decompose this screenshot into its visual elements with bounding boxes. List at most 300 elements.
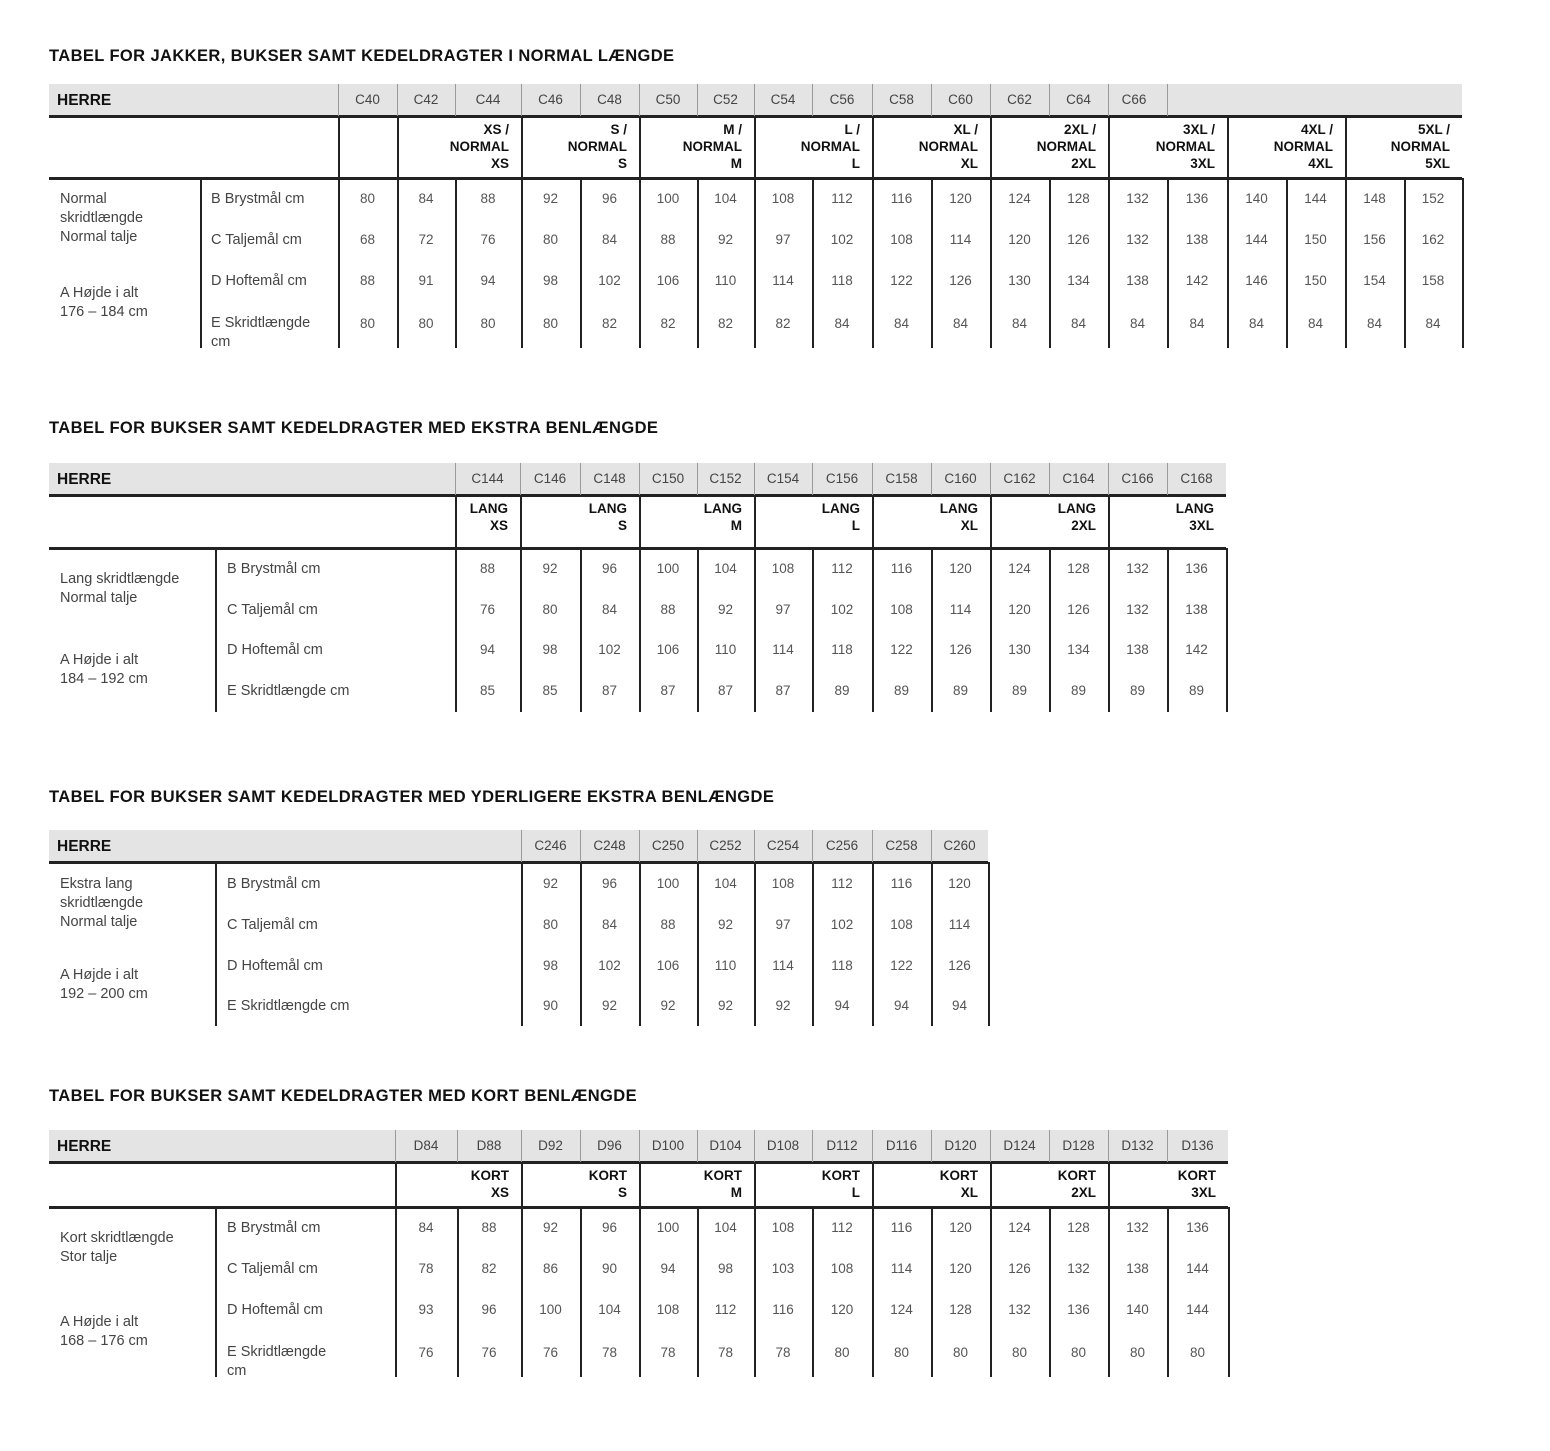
size-code: C158 (885, 471, 918, 486)
measure-value: 80 (418, 316, 434, 331)
measure-value: 108 (771, 561, 795, 576)
measure-value: 108 (771, 1220, 795, 1235)
measure-value: 146 (1245, 273, 1268, 288)
measure-value: 132 (1067, 1261, 1090, 1276)
measure-value: 84 (418, 191, 434, 206)
measure-value: 116 (890, 876, 913, 891)
measure-value: 90 (542, 998, 559, 1013)
measure-value: 97 (775, 232, 791, 247)
size-code: C248 (593, 838, 626, 853)
measure-value: 88 (480, 191, 496, 206)
size-code: C150 (651, 471, 685, 486)
measure-label: C Taljemål cm (211, 232, 302, 248)
measure-value: 80 (480, 316, 496, 331)
size-code: C42 (413, 92, 439, 107)
measure-value: 82 (481, 1261, 497, 1276)
size-code: C146 (533, 471, 567, 486)
measure-value: 108 (830, 1261, 854, 1276)
size-code: C144 (471, 471, 504, 486)
measure-value: 120 (949, 191, 972, 206)
size-code: C52 (713, 92, 738, 107)
measure-value: 85 (542, 683, 558, 698)
measure-value: 112 (831, 876, 853, 891)
measure-value: 84 (952, 316, 969, 331)
measure-value: 114 (949, 232, 972, 247)
measure-value: 110 (714, 642, 737, 657)
size-code: D104 (709, 1138, 742, 1153)
measure-value: 112 (831, 191, 853, 206)
measure-value: 114 (772, 642, 794, 657)
size-divider (455, 495, 457, 548)
size-label: LANG 3XL (1175, 501, 1214, 533)
measure-value: 76 (479, 602, 496, 617)
measure-label: D Hoftemål cm (227, 958, 323, 974)
measure-value: 94 (480, 273, 496, 288)
size-divider (639, 1162, 641, 1207)
measure-value: 84 (601, 917, 618, 932)
measure-value: 84 (1011, 316, 1028, 331)
size-code: C164 (1062, 471, 1095, 486)
measure-value: 92 (717, 602, 734, 617)
measure-label: C Taljemål cm (227, 1261, 318, 1277)
size-label: L / NORMAL L (800, 122, 860, 171)
measure-value: 150 (1304, 273, 1327, 288)
size-divider (520, 495, 522, 548)
measure-value: 126 (1008, 1261, 1031, 1276)
measure-value: 102 (598, 273, 621, 288)
measure-value: 89 (893, 683, 910, 698)
size-code: C256 (825, 838, 859, 853)
measure-value: 132 (1126, 602, 1149, 617)
measure-value: 104 (714, 561, 737, 576)
size-code: C258 (885, 838, 918, 853)
measure-value: 97 (775, 602, 791, 617)
group-label: Lang skridtlængde Normal talje (60, 571, 180, 606)
measure-value: 142 (1185, 273, 1209, 288)
measure-value: 126 (1067, 602, 1090, 617)
measure-value: 120 (948, 876, 971, 891)
size-code: C50 (655, 92, 681, 107)
size-divider (990, 116, 992, 178)
measure-value: 96 (601, 561, 618, 576)
measure-value: 94 (660, 1261, 676, 1276)
measure-value: 80 (542, 316, 559, 331)
measure-value: 162 (1421, 232, 1445, 247)
measure-value: 118 (831, 273, 853, 288)
measure-value: 138 (1126, 1261, 1149, 1276)
size-divider (521, 1162, 523, 1207)
size-code: D136 (1181, 1138, 1214, 1153)
measure-value: 89 (834, 683, 850, 698)
measure-value: 120 (949, 1261, 972, 1276)
size-divider (639, 495, 641, 548)
size-code: C44 (475, 92, 501, 107)
measure-value: 136 (1186, 1220, 1209, 1235)
measure-value: 138 (1126, 642, 1149, 657)
herre-label: HERRE (57, 471, 112, 488)
size-divider (990, 1162, 992, 1207)
size-code: C64 (1066, 92, 1091, 107)
measure-value: 124 (1008, 191, 1031, 206)
measure-value: 89 (1011, 683, 1028, 698)
measure-label: E Skridtlængde cm (227, 683, 350, 699)
size-divider (338, 116, 340, 178)
measure-value: 144 (1245, 232, 1268, 247)
measure-value: 92 (542, 561, 558, 576)
size-divider (1227, 116, 1229, 178)
measure-value: 94 (951, 998, 968, 1013)
measure-label: C Taljemål cm (227, 602, 318, 618)
measure-value: 144 (1186, 1261, 1209, 1276)
measure-value: 80 (893, 1345, 910, 1360)
table-title: TABEL FOR BUKSER SAMT KEDELDRAGTER MED YDERLIGERE EKSTRA BENLÆNGDE (49, 788, 775, 806)
measure-value: 98 (717, 1261, 734, 1276)
measure-value: 89 (1129, 683, 1146, 698)
measure-value: 108 (890, 602, 913, 617)
measure-value: 76 (480, 232, 496, 247)
measure-value: 114 (772, 273, 794, 288)
herre-label: HERRE (57, 838, 112, 855)
measure-value: 80 (359, 191, 376, 206)
size-code: C40 (355, 92, 380, 107)
measure-value: 84 (1189, 316, 1205, 331)
measure-value: 104 (714, 876, 737, 891)
measure-value: 104 (714, 191, 737, 206)
measure-value: 122 (890, 642, 913, 657)
measure-value: 96 (481, 1302, 497, 1317)
measure-value: 116 (890, 1220, 913, 1235)
group-label: Kort skridtlængde Stor talje (60, 1230, 174, 1265)
size-code: C160 (944, 471, 977, 486)
herre-label: HERRE (57, 1138, 112, 1155)
measure-label: E Skridtlængde cm (227, 998, 350, 1014)
measure-value: 106 (656, 958, 680, 973)
measure-value: 92 (717, 917, 734, 932)
size-code: C154 (766, 471, 800, 486)
measure-value: 98 (542, 958, 559, 973)
measure-value: 84 (834, 316, 850, 331)
measure-value: 150 (1304, 232, 1327, 247)
size-divider (1108, 1162, 1110, 1207)
size-divider (872, 495, 874, 548)
measure-value: 87 (601, 683, 618, 698)
measure-value: 138 (1185, 232, 1209, 247)
measure-value: 78 (717, 1345, 734, 1360)
measure-value: 136 (1185, 191, 1209, 206)
measure-value: 96 (601, 876, 618, 891)
measure-value: 132 (1126, 191, 1149, 206)
size-divider (754, 116, 756, 178)
measure-value: 116 (772, 1302, 794, 1317)
measure-value: 80 (542, 232, 559, 247)
size-code: D100 (651, 1138, 685, 1153)
size-code: C254 (766, 838, 800, 853)
measure-value: 126 (949, 642, 972, 657)
size-divider (397, 116, 399, 178)
size-divider (1108, 116, 1110, 178)
column-divider (988, 862, 990, 1026)
size-code: C62 (1007, 92, 1032, 107)
size-code: D92 (538, 1138, 563, 1153)
size-label: LANG XS (469, 501, 508, 533)
size-divider (754, 495, 756, 548)
measure-value: 136 (1185, 561, 1208, 576)
measure-value: 88 (660, 602, 676, 617)
measure-value: 98 (542, 273, 559, 288)
measure-value: 100 (539, 1302, 562, 1317)
measure-value: 88 (660, 917, 676, 932)
height-label: A Højde i alt 176 – 184 cm (60, 285, 148, 320)
size-code: C166 (1121, 471, 1154, 486)
measure-value: 126 (948, 958, 971, 973)
measure-value: 124 (1008, 561, 1031, 576)
measure-value: 120 (830, 1302, 854, 1317)
measure-value: 94 (479, 642, 496, 657)
measure-label: D Hoftemål cm (227, 1302, 323, 1318)
measure-value: 158 (1421, 273, 1445, 288)
size-code: D96 (597, 1138, 622, 1153)
measure-value: 124 (1008, 1220, 1031, 1235)
table-title: TABEL FOR BUKSER SAMT KEDELDRAGTER MED KORT BENLÆNGDE (49, 1087, 638, 1105)
header-rule (49, 115, 1462, 118)
measure-value: 104 (598, 1302, 621, 1317)
size-label: KORT XS (470, 1168, 509, 1200)
size-code: C46 (538, 92, 563, 107)
measure-label: E Skridtlængde cm (227, 1344, 327, 1379)
size-label: KORT XL (939, 1168, 978, 1200)
measure-label: B Brystmål cm (227, 876, 321, 892)
measure-value: 97 (775, 917, 791, 932)
measure-value: 82 (775, 316, 791, 331)
size-divider (521, 116, 523, 178)
measure-value: 132 (1126, 561, 1149, 576)
size-label: LANG L (821, 501, 860, 533)
measure-value: 98 (542, 642, 558, 657)
measure-value: 132 (1126, 1220, 1149, 1235)
measure-value: 84 (1129, 316, 1146, 331)
measure-value: 116 (890, 191, 913, 206)
measure-value: 108 (890, 917, 913, 932)
measure-value: 124 (890, 1302, 913, 1317)
height-label: A Højde i alt 184 – 192 cm (60, 652, 148, 687)
column-divider (1462, 178, 1464, 348)
size-code: C246 (534, 838, 567, 853)
measure-value: 92 (717, 998, 734, 1013)
measure-value: 92 (601, 998, 618, 1013)
measure-value: 80 (1011, 1345, 1028, 1360)
measure-value: 138 (1126, 273, 1149, 288)
size-label: 2XL / NORMAL 2XL (1036, 122, 1096, 171)
label-divider (215, 862, 217, 1026)
measure-value: 90 (601, 1261, 618, 1276)
measure-value: 78 (775, 1345, 791, 1360)
measure-value: 88 (359, 273, 376, 288)
size-code: D116 (885, 1138, 918, 1153)
measure-value: 84 (1366, 316, 1383, 331)
size-divider (639, 116, 641, 178)
size-label: LANG M (703, 501, 742, 533)
size-label: 5XL / NORMAL 5XL (1390, 122, 1450, 171)
size-label: KORT S (588, 1168, 627, 1200)
size-divider (395, 1162, 397, 1207)
height-label: A Højde i alt 192 – 200 cm (60, 967, 148, 1002)
measure-value: 92 (542, 1220, 559, 1235)
measure-value: 120 (949, 1220, 972, 1235)
size-code: D132 (1121, 1138, 1154, 1153)
measure-value: 80 (542, 602, 558, 617)
size-label: KORT L (821, 1168, 860, 1200)
measure-value: 110 (714, 958, 737, 973)
measure-value: 84 (1248, 316, 1265, 331)
measure-value: 128 (1067, 191, 1090, 206)
column-divider (1226, 548, 1228, 712)
measure-value: 84 (601, 232, 618, 247)
group-label: Normal skridtlængde Normal talje (60, 191, 144, 245)
measure-value: 118 (831, 642, 853, 657)
table-title: TABEL FOR JAKKER, BUKSER SAMT KEDELDRAGTER I NORMAL LÆNGDE (49, 47, 675, 65)
measure-value: 100 (656, 876, 680, 891)
measure-value: 106 (656, 642, 680, 657)
measure-value: 93 (418, 1302, 434, 1317)
size-code: D128 (1062, 1138, 1095, 1153)
measure-value: 104 (714, 1220, 737, 1235)
measure-value: 148 (1363, 191, 1386, 206)
measure-value: 102 (830, 917, 854, 932)
measure-value: 122 (890, 958, 913, 973)
measure-value: 144 (1304, 191, 1327, 206)
size-divider (872, 116, 874, 178)
measure-value: 80 (1070, 1345, 1087, 1360)
size-code: D108 (766, 1138, 800, 1153)
measure-value: 120 (1008, 602, 1031, 617)
label-divider (200, 178, 202, 348)
measure-value: 118 (831, 958, 853, 973)
measure-value: 80 (1189, 1345, 1206, 1360)
table-title: TABEL FOR BUKSER SAMT KEDELDRAGTER MED EKSTRA BENLÆNGDE (49, 419, 659, 437)
measure-value: 78 (660, 1345, 676, 1360)
measure-value: 144 (1186, 1302, 1209, 1317)
measure-value: 108 (771, 876, 795, 891)
measure-value: 108 (890, 232, 913, 247)
size-label: KORT 3XL (1177, 1168, 1216, 1200)
measure-value: 100 (656, 1220, 680, 1235)
size-divider (1108, 495, 1110, 548)
size-code: C54 (770, 92, 796, 107)
measure-value: 100 (656, 561, 680, 576)
measure-value: 128 (949, 1302, 972, 1317)
measure-value: 87 (775, 683, 791, 698)
measure-value: 126 (1067, 232, 1090, 247)
measure-label: D Hoftemål cm (211, 273, 307, 289)
measure-value: 91 (418, 273, 434, 288)
measure-value: 82 (717, 316, 734, 331)
measure-value: 88 (660, 232, 676, 247)
size-label: S / NORMAL S (567, 122, 627, 171)
measure-value: 80 (359, 316, 376, 331)
measure-label: D Hoftemål cm (227, 642, 323, 658)
measure-value: 72 (418, 232, 434, 247)
size-code: C58 (889, 92, 914, 107)
size-label: 3XL / NORMAL 3XL (1155, 122, 1215, 171)
measure-value: 92 (775, 998, 791, 1013)
size-code: D88 (476, 1138, 502, 1153)
measure-value: 96 (601, 191, 618, 206)
measure-value: 84 (418, 1220, 434, 1235)
size-label: LANG XL (939, 501, 978, 533)
measure-value: 110 (714, 273, 737, 288)
measure-value: 134 (1067, 273, 1090, 288)
measure-value: 89 (952, 683, 969, 698)
size-code: C66 (1121, 92, 1147, 107)
measure-value: 130 (1008, 273, 1031, 288)
size-label: 4XL / NORMAL 4XL (1273, 122, 1333, 171)
height-label: A Højde i alt 168 – 176 cm (60, 1314, 148, 1349)
size-divider (872, 1162, 874, 1207)
measure-value: 112 (831, 1220, 853, 1235)
measure-value: 84 (1425, 316, 1441, 331)
measure-value: 96 (601, 1220, 618, 1235)
size-code: C162 (1003, 471, 1036, 486)
size-divider (990, 495, 992, 548)
measure-value: 87 (660, 683, 676, 698)
measure-value: 103 (771, 1261, 795, 1276)
size-code: C60 (948, 92, 973, 107)
measure-value: 132 (1008, 1302, 1031, 1317)
herre-label: HERRE (57, 92, 112, 109)
measure-value: 140 (1126, 1302, 1149, 1317)
measure-value: 120 (1008, 232, 1031, 247)
measure-label: E Skridtlængde cm (211, 315, 311, 350)
measure-value: 86 (542, 1261, 559, 1276)
size-code: C56 (829, 92, 855, 107)
measure-value: 102 (830, 602, 854, 617)
size-label: LANG 2XL (1057, 501, 1096, 533)
label-divider (215, 1207, 217, 1377)
measure-value: 68 (359, 232, 376, 247)
measure-value: 82 (660, 316, 676, 331)
measure-label: B Brystmål cm (211, 191, 305, 207)
measure-value: 102 (598, 958, 621, 973)
measure-label: B Brystmål cm (227, 561, 321, 577)
measure-value: 76 (418, 1345, 434, 1360)
measure-value: 87 (717, 683, 734, 698)
measure-value: 112 (831, 561, 853, 576)
measure-value: 76 (542, 1345, 559, 1360)
group-label: Ekstra lang skridtlængde Normal talje (60, 876, 144, 930)
measure-value: 102 (830, 232, 854, 247)
size-label: KORT M (703, 1168, 742, 1200)
measure-value: 80 (834, 1345, 850, 1360)
size-code: C148 (593, 471, 626, 486)
measure-value: 92 (660, 998, 676, 1013)
measure-value: 116 (890, 561, 913, 576)
size-label: KORT 2XL (1057, 1168, 1096, 1200)
measure-value: 114 (772, 958, 794, 973)
measure-value: 136 (1067, 1302, 1090, 1317)
measure-value: 89 (1070, 683, 1087, 698)
measure-value: 108 (771, 191, 795, 206)
column-divider (1228, 1207, 1230, 1377)
measure-value: 156 (1363, 232, 1386, 247)
measure-value: 152 (1421, 191, 1445, 206)
size-code: C48 (597, 92, 622, 107)
measure-value: 114 (890, 1261, 913, 1276)
measure-value: 128 (1067, 561, 1090, 576)
measure-value: 80 (1129, 1345, 1146, 1360)
size-label: XS / NORMAL XS (449, 122, 509, 171)
size-code: C252 (709, 838, 742, 853)
measure-value: 94 (893, 998, 910, 1013)
